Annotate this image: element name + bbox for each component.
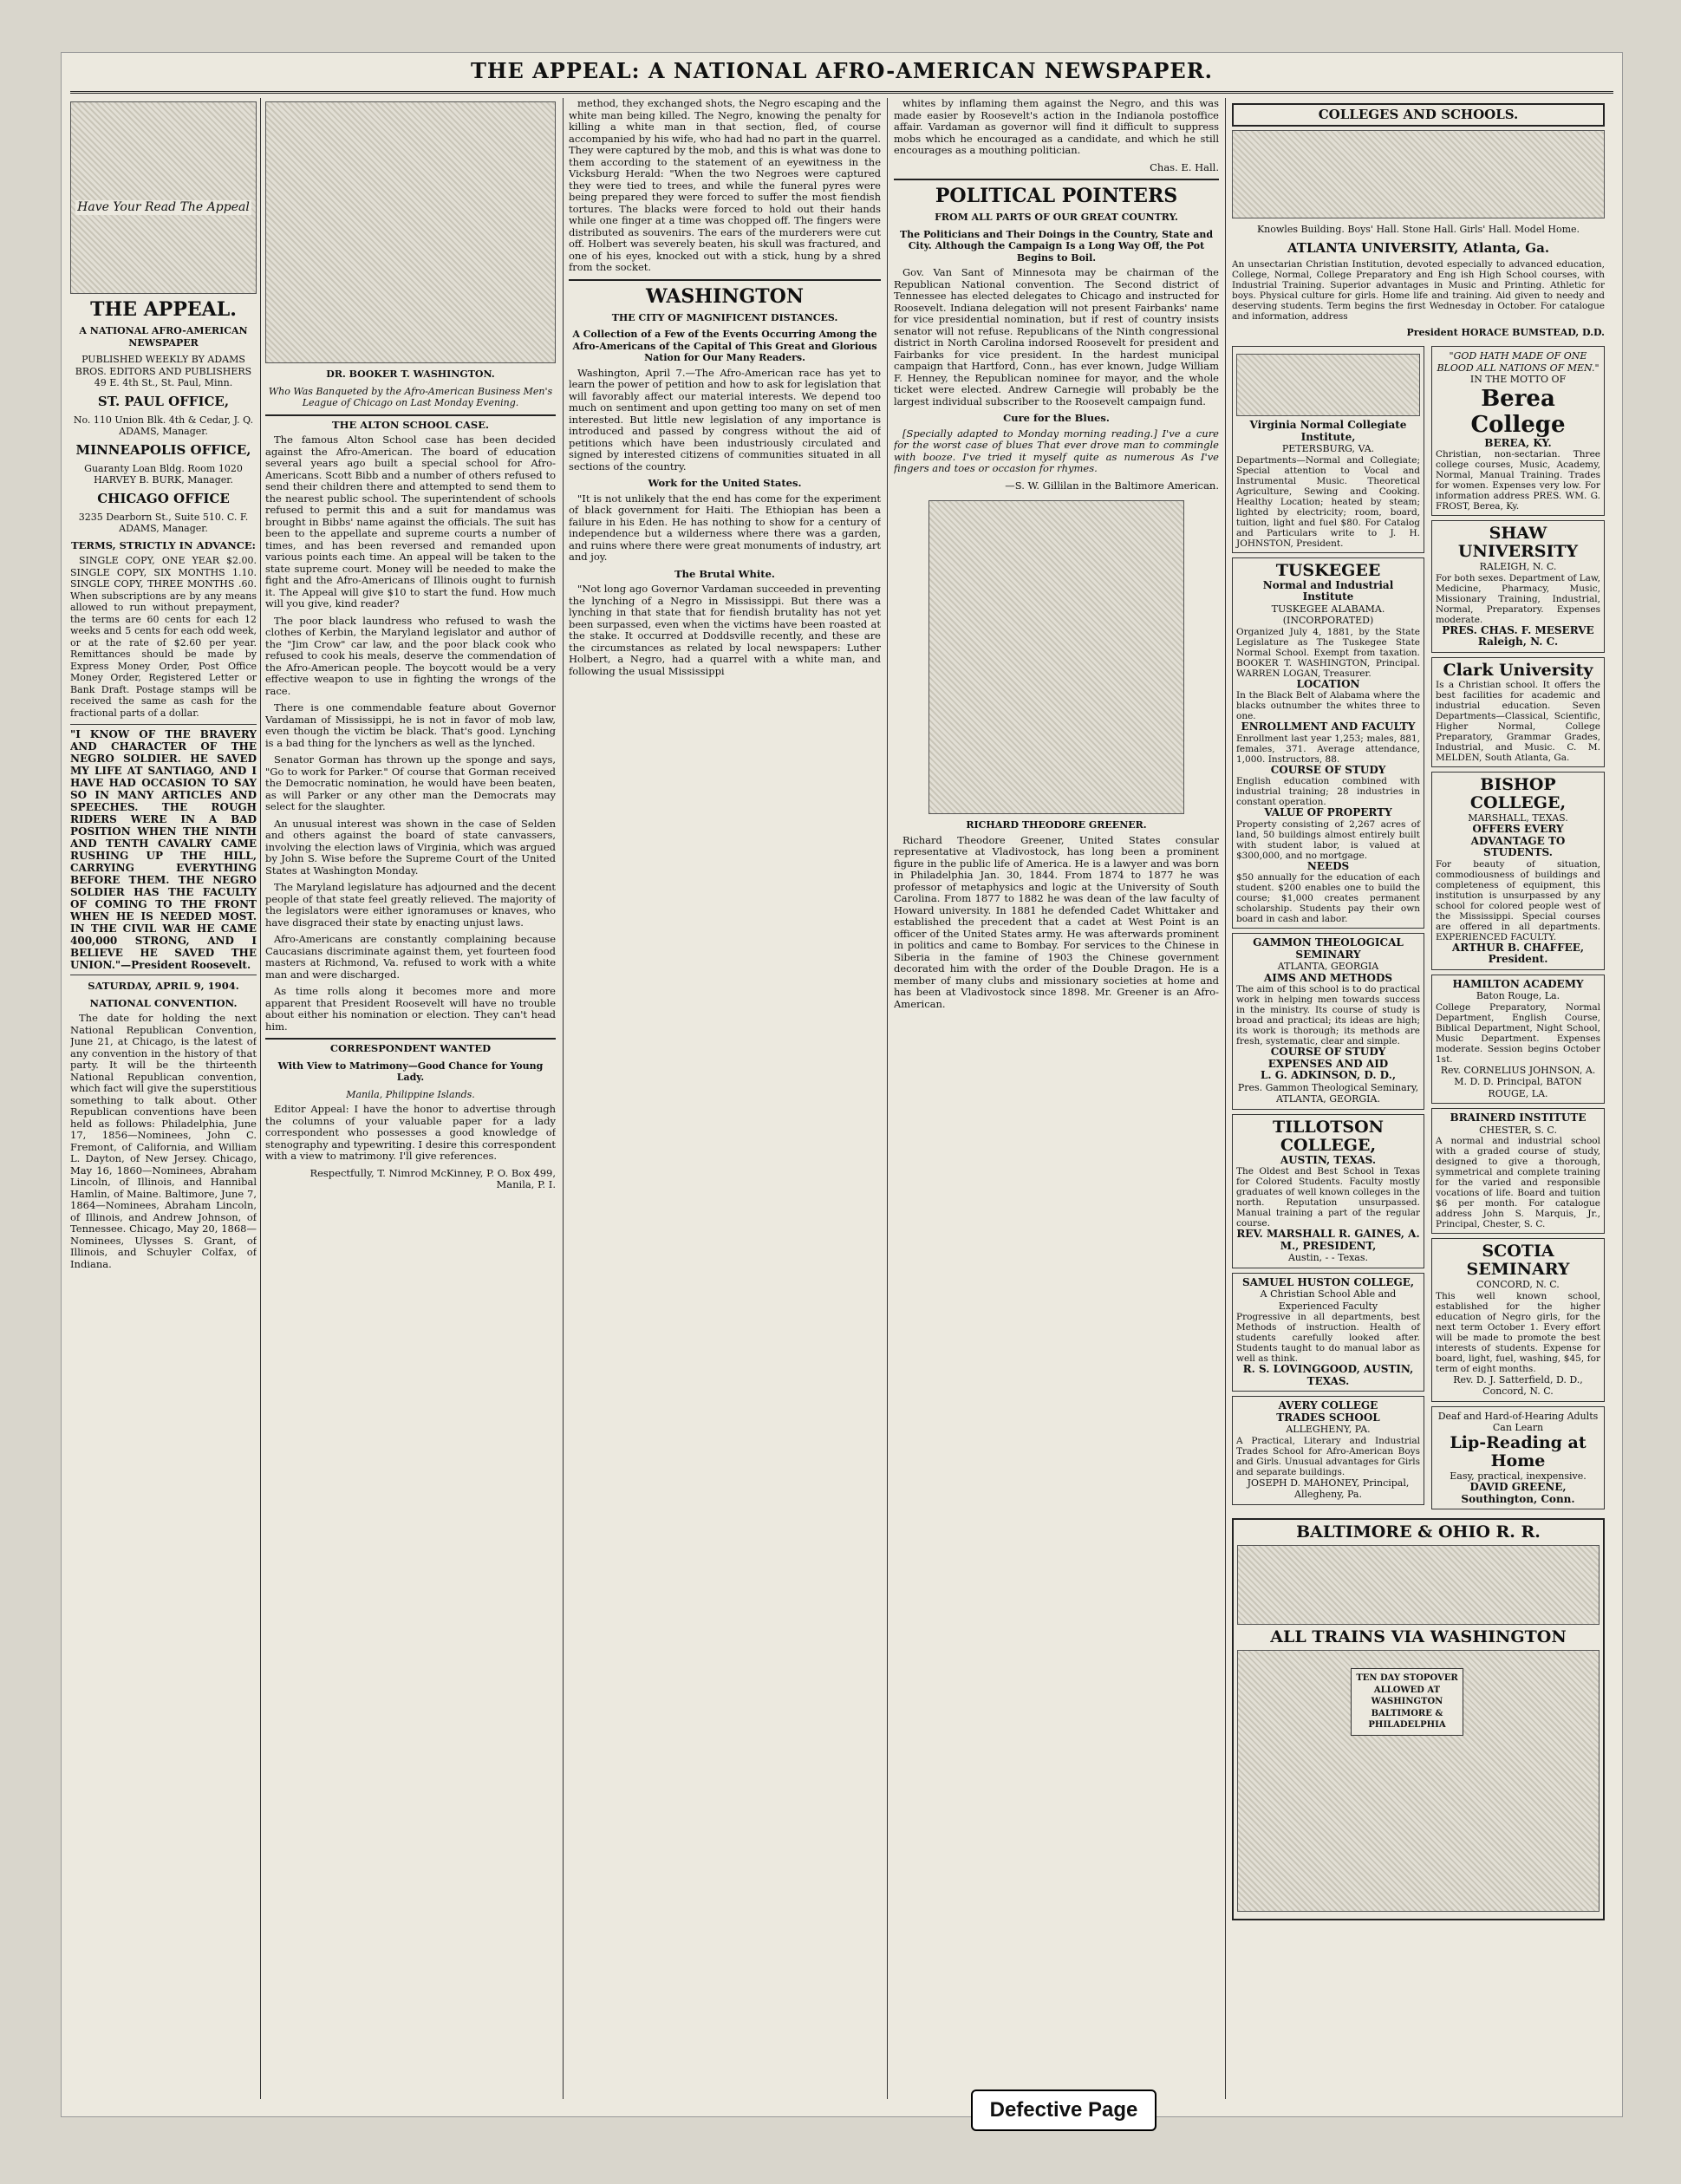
berea-motto: "GOD HATH MADE OF ONE BLOOD ALL NATIONS OF MEN." xyxy=(1437,350,1600,374)
correspondent-body: Editor Appeal: I have the honor to advertise through the columns of your valuable paper for a lady correspondent who possesses a good knowledge of stenography and typewriting. I desire this correspondent with a view to matrimony. I'll give references. xyxy=(265,1103,556,1162)
shaw-title: SHAW UNIVERSITY xyxy=(1457,524,1579,561)
avery-subtitle: TRADES SCHOOL xyxy=(1276,1411,1380,1424)
gammon-expenses: EXPENSES AND AID xyxy=(1267,1057,1389,1070)
political-pointers-subheading: FROM ALL PARTS OF OUR GREAT COUNTRY. xyxy=(935,212,1178,223)
bishop-signature: ARTHUR B. CHAFFEE, President. xyxy=(1451,941,1585,965)
lip-reading-ad xyxy=(1431,1406,1605,1510)
huston-signature: R. S. LOVINGGOOD, AUSTIN, TEXAS. xyxy=(1242,1363,1414,1387)
gammon-body: The aim of this school is to do practical work in helping men towards success in the ministry. Its course of study is broad and practical; its ideas are high; its work is thorough; its methods are fresh, systematic, clear and simple. xyxy=(1236,984,1420,1046)
needs-body: $50 annually for the education of each student. $200 enables one to build the course; $1,000 creates permanent scholarship. Students pay their own board in cash and labor. xyxy=(1236,872,1420,924)
bishop-body: For beauty of situation, commodiousness of buildings and completeness of equipment, this institution is unsurpassed by any school for colored people west of the Mississippi. Special courses are offered in all departments. EXPERIENCED FACULTY. xyxy=(1436,858,1600,942)
hamilton-ad xyxy=(1431,975,1605,1105)
chicago-body: 3235 Dearborn St., Suite 510. C. F. ADAMS, Manager. xyxy=(78,511,249,534)
stpaul-body: No. 110 Union Blk. 4th & Cedar, J. Q. ADAMS, Manager. xyxy=(73,414,254,437)
atlanta-caption: Knowles Building. Boys' Hall. Stone Hall. Girls' Hall. Model Home. xyxy=(1256,224,1580,235)
virginia-case-item: An unusual interest was shown in the case of Selden and others against the board of state canvassers, involving the election laws of Virginia, which was argued by John S. Wise before the Supreme Court of the United States at Washington Monday. xyxy=(265,817,556,877)
gammon-signature-2: Pres. Gammon Theological Seminary, ATLANTA, GEORGIA. xyxy=(1237,1081,1419,1105)
convention-heading: NATIONAL CONVENTION. xyxy=(89,996,238,1009)
political-pointers-deck: The Politicians and Their Doings in the Country, State and City. Although the Campaign Is a Long Way Off, the Pot Begins to Boil. xyxy=(899,228,1214,264)
right-ad-column xyxy=(1431,342,1605,1514)
avery-ad xyxy=(1232,1396,1424,1505)
bishop-title: BISHOP COLLEGE, xyxy=(1469,774,1567,812)
publisher-line: PUBLISHED WEEKLY BY ADAMS BROS. EDITORS AND PUBLISHERS 49 E. 4th St., St. Paul, Minn. xyxy=(75,354,252,388)
berea-motto-2: IN THE MOTTO OF xyxy=(1469,374,1567,385)
tuskegee-inc: (INCORPORATED) xyxy=(1282,615,1374,626)
correspondent-place: Manila, Philippine Islands. xyxy=(346,1088,475,1100)
column-2 xyxy=(265,98,556,2099)
convention-body: The date for holding the next National Republican Convention, June 21, at Chicago, is the latest of any convention in the history of that party. It will be the thirteenth National Republican convention, which fact will give the superstitious something to talk about. Other Republican conventions have been held as follows: Philadelphia, June 17, 1856—Nominees, John C. Fremont, of California, and William L. Dayton, of New Jersey. Chicago, May 16, 1860—Nominees, Abraham Lincoln, of Illinois, and Hannibal Hamlin, of Maine. Baltimore, June 7, 1864—Nominees, Abraham Lincoln, of Illinois, and Andrew Johnson, of Tennessee. Chicago, May 20, 1868—Nominees, Ulysses S. Grant, of Illinois, and Schuyler Colfax, of Indiana. xyxy=(70,1012,257,1270)
shaw-place: RALEIGH, N. C. xyxy=(1479,561,1557,572)
brainerd-title: BRAINERD INSTITUTE xyxy=(1450,1112,1587,1124)
berea-place: BEREA, KY. xyxy=(1484,436,1552,449)
cure-body: [Specially adapted to Monday morning reading.] I've a cure for the worst case of blues That ever drove man to commingle with booze. I've tried it myself quite as numerous As I've fingers and toes or occasion for rhymes. xyxy=(894,427,1219,474)
logo-text: Have Your Read The Appeal xyxy=(77,199,250,214)
lip-body: Easy, practical, inexpensive. xyxy=(1450,1470,1587,1482)
lip-signature: DAVID GREENE, Southington, Conn. xyxy=(1461,1481,1575,1505)
appeal-logo-illustration xyxy=(70,101,257,294)
roosevelt-item: As time rolls along it becomes more and more apparent that President Roosevelt will have no trouble about either his nomination or election. They can't head him. xyxy=(265,985,556,1033)
paper-subtitle: A NATIONAL AFRO-AMERICAN NEWSPAPER xyxy=(79,325,248,349)
correspondent-signature: Respectfully, T. Nimrod McKinney, P. O. Box 499, Manila, P. I. xyxy=(309,1166,556,1190)
work-body: "It is not unlikely that the end has come for the experiment of black government for Haiti. The Ethiopian has been a failure in his Eden. He has nothing to show for a century of independence but a wilderness where there was a garden, and ruins where there were great monuments of industry, art and joy. xyxy=(569,492,881,563)
tillotson-place: AUSTIN, TEXAS. xyxy=(1280,1153,1377,1166)
clark-ad xyxy=(1431,657,1605,767)
shaw-ad xyxy=(1431,520,1605,653)
column-rule xyxy=(887,98,888,2099)
tuskegee-place: TUSKEGEE ALABAMA. xyxy=(1271,603,1385,615)
booker-washington-portrait xyxy=(265,101,556,363)
minneapolis-heading: MINNEAPOLIS OFFICE, xyxy=(75,441,251,458)
masthead: THE APPEAL: A NATIONAL AFRO-AMERICAN NEWSPAPER. xyxy=(470,58,1213,83)
column-4 xyxy=(894,98,1219,2099)
defective-page-stamp: Defective Page xyxy=(971,2089,1157,2131)
colleges-heading: COLLEGES AND SCHOOLS. xyxy=(1232,103,1605,127)
tillotson-signature: REV. MARSHALL R. GAINES, A. M., PRESIDENT, xyxy=(1236,1228,1420,1252)
value-heading: VALUE OF PROPERTY xyxy=(1264,806,1392,818)
masthead-rule xyxy=(70,91,1613,94)
virginia-body: Departments—Normal and Collegiate; Special attention to Vocal and Instrumental Music. Theoretical Agriculture, Sewing and Cooking. Healthy Location; heated by steam; lighted by electricity; room, board, tuition, light and fuel $80. For Catalog and Particulars write to J. H. JOHNSTON, President. xyxy=(1236,454,1420,549)
gammon-ad xyxy=(1232,933,1424,1110)
huston-body: Progressive in all departments, best Methods of instruction. Health of students carefully looked after. Students taught to do manual labor as well as think. xyxy=(1236,1312,1420,1364)
lip-top: Deaf and Hard-of-Hearing Adults Can Learn xyxy=(1437,1410,1599,1433)
work-heading: Work for the United States. xyxy=(648,477,802,489)
gammon-place: ATLANTA, GEORGIA xyxy=(1277,961,1379,972)
brutal-body: "Not long ago Governor Vardaman succeeded in preventing the lynching of a Negro in Mississippi. But there was a lynching in that state that for fiendish brutality has not yet been surpassed, even when the victims have been roasted at the stake. It occurred at Doddsville recently, and these are the circumstances as related by local newspapers: Luther Holbert, a Negro, had a quarrel with a white man, and following the usual Mississippi xyxy=(569,583,881,677)
paper-title: THE APPEAL. xyxy=(90,298,237,321)
bo-map-illustration xyxy=(1237,1545,1600,1625)
gammon-title: GAMMON THEOLOGICAL SEMINARY xyxy=(1253,936,1404,961)
washington-heading: WASHINGTON xyxy=(569,279,881,307)
gammon-aims: AIMS AND METHODS xyxy=(1263,971,1393,984)
gammon-signature: L. G. ADKINSON, D. D., xyxy=(1260,1069,1397,1081)
portrait-caption: Who Was Banqueted by the Afro-American Business Men's League of Chicago on Last Monday Evening. xyxy=(268,385,553,408)
scotia-ad xyxy=(1431,1238,1605,1402)
column-rule xyxy=(260,98,261,2099)
column-3 xyxy=(569,98,881,2099)
greener-body: Richard Theodore Greener, United States consular representative at Vladivostock, has long been a prominent figure in the public life of America. He is a lawyer and was born in Philadelphia Jan. 30, 1844. From 1874 to 1877 he was professor of metaphysics and logic at the University of South Carolina. From 1877 to 1882 he was dean of the law faculty of Howard university. In 1881 he defended Cadet Whittaker and established the precedent that a cadet at West Point is an officer of the United States army. He was afterwards prominent in politics and came to Bombay. For services to the Chinese in Siberia in the famine of 1903 the Chinese government decorated him with the order of the Double Dragon. He is a member of many clubs and missionary societies at home and has been at Vladivostock since 1898. Mr. Greener is an Afro-American. xyxy=(894,833,1219,1010)
location-body: In the Black Belt of Alabama where the blacks outnumber the whites three to one. xyxy=(1236,690,1420,721)
brainerd-ad xyxy=(1431,1108,1605,1234)
greener-caption: RICHARD THEODORE GREENER. xyxy=(966,819,1147,831)
atlanta-signature: President HORACE BUMSTEAD, D.D. xyxy=(1406,326,1605,338)
greener-portrait xyxy=(928,500,1184,814)
study-body: English education combined with industrial training; 28 industries in constant operation. xyxy=(1236,776,1420,807)
issue-date: SATURDAY, APRIL 9, 1904. xyxy=(88,980,239,992)
huston-subtitle: A Christian School Able and Experienced Faculty xyxy=(1260,1288,1397,1312)
needs-heading: NEEDS xyxy=(1306,859,1350,872)
atlanta-university-illustration xyxy=(1232,130,1605,218)
column-5 xyxy=(1232,98,1605,2099)
enrollment-body: Enrollment last year 1,253; males, 881, females, 371. Average attendance, 1,000. Instructors, 88. xyxy=(1236,733,1420,765)
bo-stopover-sign: TEN DAY STOPOVER ALLOWED AT WASHINGTON BALTIMORE & PHILADELPHIA xyxy=(1351,1668,1463,1736)
tuskegee-title: TUSKEGEE xyxy=(1275,560,1381,580)
study-heading: COURSE OF STUDY xyxy=(1270,763,1386,776)
hamilton-place: Baton Rouge, La. xyxy=(1476,990,1560,1001)
atlanta-title: ATLANTA UNIVERSITY, Atlanta, Ga. xyxy=(1287,239,1550,256)
virginia-place: PETERSBURG, VA. xyxy=(1281,443,1375,454)
avery-title: AVERY COLLEGE xyxy=(1278,1399,1378,1411)
clark-title: Clark University xyxy=(1443,660,1593,680)
scotia-title: SCOTIA SEMINARY xyxy=(1466,1242,1570,1279)
berea-body: Christian, non-sectarian. Three college courses, Music, Academy, Normal, Manual Training. Trades for women. Expenses very low. For information address PRES. WM. G. FROST, Berea, Ky. xyxy=(1436,449,1600,512)
afro-americans-item: Afro-Americans are constantly complaining because Caucasians discriminate against them, yet fourteen food masters at Richmond, Va. refused to work with a white man and were discharged. xyxy=(265,933,556,981)
gorman-item: Senator Gorman has thrown up the sponge and says, "Go to work for Parker." Of course that Gorman received the Democratic nomination, he would have been beaten, as will Parker or any other man the Democrats may select for the slaughter. xyxy=(265,753,556,812)
huston-ad xyxy=(1232,1273,1424,1392)
berea-ad xyxy=(1431,346,1605,516)
brainerd-body: A normal and industrial school with a graded course of study, designed to give a thorough, symmetrical and complete training for the varied and responsible vocations of life. Board and tuition $6 per month. For catalogue address John S. Marquis, Jr., Principal, Chester, S. C. xyxy=(1436,1136,1600,1229)
scotia-body: This well known school, established for the higher education of Negro girls, for the next term October 1. Every effort will be made to promote the best interests of students. Expense for board, light, fuel, washing, $45, for term of eight months. xyxy=(1436,1290,1600,1374)
alton-body: The famous Alton School case has been decided against the Afro-American. The board of education several years ago built a special school for Afro-Americans. Scott Bibb and a number of others refused to send their children there and attempted to send them to the nearest public school. The superintendent of schools refused to permit this and a suit for mandamus was brought in Bibbs' name against the officials. The suit has been to the appellate and supreme courts a number of times, and has been reversed and remanded upon various points each time. An appeal will be taken to the state supreme court. Money will be needed to make the fight and the Afro-Americans of Illinois ought to furnish it. The Appeal will give $10 to start the fund. How much will you give, kind reader? xyxy=(265,434,556,610)
scotia-signature: Rev. D. J. Satterfield, D. D., Concord, N. C. xyxy=(1453,1373,1583,1397)
berea-title: Berea College xyxy=(1470,385,1566,438)
bo-travelers-illustration xyxy=(1237,1650,1600,1912)
lynching-continued: method, they exchanged shots, the Negro escaping and the white man being killed. The Negro, knowing the penalty for killing a white man in that section, fled, of course accompanied by his wife, who had had no part in the quarrel. They were captured by the mob, and this is what was done to them according to the statement of an eyewitness in the Vicksburg Herald: "When the two Negroes were captured they were tied to trees, and while the funeral pyres were being prepared they were forced to suffer the most fiendish tortures. The blacks were forced to hold out their hands while one finger at a time was chopped off. The fingers were distributed as souvenirs. The ears of the murderers were cut off. Holbert was severely beaten, his skull was fractured, and one of his eyes, knocked out with a stick, hung by a shred from the socket. xyxy=(569,98,881,273)
brainerd-place: CHESTER, S. C. xyxy=(1479,1124,1557,1136)
tillotson-signature-2: Austin, - - Texas. xyxy=(1287,1252,1368,1263)
bishop-place: MARSHALL, TEXAS. xyxy=(1468,812,1568,824)
correspondent-heading: CORRESPONDENT WANTED xyxy=(265,1038,556,1055)
vardaman-item: There is one commendable feature about Governor Vardaman of Mississippi, he is not in favor of mob law, even though the victim be black. That's good. Lynching is a bad thing for the lynchers as well as the lynched. xyxy=(265,701,556,749)
tuskegee-body: Organized July 4, 1881, by the State Legislature as The Tuskegee State Normal School. Exempt from taxation. BOOKER T. WASHINGTON, Principal. WARREN LOGAN, Treasurer. xyxy=(1236,626,1420,679)
left-ad-column xyxy=(1232,342,1424,1514)
political-pointers-heading: POLITICAL POINTERS xyxy=(894,179,1219,206)
tillotson-ad xyxy=(1232,1114,1424,1268)
washington-subheading: THE CITY OF MAGNIFICENT DISTANCES. xyxy=(611,311,838,323)
hamilton-title: HAMILTON ACADEMY xyxy=(1452,977,1584,990)
gammon-course: COURSE OF STUDY xyxy=(1270,1046,1386,1058)
bo-subtitle: ALL TRAINS VIA WASHINGTON xyxy=(1270,1627,1567,1646)
cure-heading: Cure for the Blues. xyxy=(1003,412,1110,424)
enrollment-heading: ENROLLMENT AND FACULTY xyxy=(1241,720,1416,733)
washington-body: Washington, April 7.—The Afro-American race has yet to learn the power of petition and how to ask for legislation that will favorably affect our material interests. We depend too much on sentiment and upon getting too many on set of men interested. But little new legislation of any importance is introduced and passed by congress without the aid of petitions which have been industriously circulated and signed by interested citizens of communities situated in all sections of the country. xyxy=(569,366,881,473)
tuskegee-ad xyxy=(1232,557,1424,929)
newspaper-page xyxy=(61,52,1623,2117)
shaw-signature: PRES. CHAS. F. MESERVE Raleigh, N. C. xyxy=(1442,623,1594,648)
hamilton-signature: Rev. CORNELIUS JOHNSON, A. M. D. D. Principal, BATON ROUGE, LA. xyxy=(1440,1064,1596,1099)
avery-body: A Practical, Literary and Industrial Trades School for Afro-American Boys and Girls. Unusual advantages for Girls and separate buildings. xyxy=(1236,1435,1420,1477)
tillotson-body: The Oldest and Best School in Texas for Colored Students. Faculty mostly graduates of well known colleges in the north. Reputation unsurpassed. Manual training a part of the regular course. xyxy=(1236,1166,1420,1229)
terms-heading: TERMS, STRICTLY IN ADVANCE: xyxy=(71,538,256,551)
bo-title: BALTIMORE & OHIO R. R. xyxy=(1296,1522,1541,1542)
clark-body: Is a Christian school. It offers the best facilities for academic and industrial education. Seven Departments—Classical, Scientific, Higher Normal, College Preparatory, Grammar Grades, Industrial, and Music. C. M. MELDEN, South Atlanta, Ga. xyxy=(1436,679,1600,763)
avery-signature: JOSEPH D. MAHONEY, Principal, Allegheny, Pa. xyxy=(1247,1477,1410,1500)
avery-place: ALLEGHENY, PA. xyxy=(1286,1424,1371,1435)
terms-body: SINGLE COPY, ONE YEAR $2.00. SINGLE COPY, SIX MONTHS 1.10. SINGLE COPY, THREE MONTHS .60. When subscriptions are by any means allowed to run without prepayment, the terms are 60 cents for each 12 weeks and 5 cents for each odd week, or at the rate of $2.60 per year. Remittances should be made by Express Money Order, Post Office Money Order, Registered Letter or Bank Draft. Postage stamps will be received the same as cash for the fractional parts of a dollar. xyxy=(70,555,257,719)
column-rule xyxy=(1225,98,1226,2099)
cure-signature: —S. W. Gillilan in the Baltimore American. xyxy=(1005,479,1219,492)
value-body: Property consisting of 2,267 acres of land, 50 buildings almost entirely built with student labor, is valued at $300,000, and no mortgage. xyxy=(1236,818,1420,861)
alton-heading: THE ALTON SCHOOL CASE. xyxy=(265,414,556,432)
roosevelt-quote: "I KNOW OF THE BRAVERY AND CHARACTER OF THE NEGRO SOLDIER. HE SAVED MY LIFE AT SANTIAGO, AND I HAVE HAD OCCASION TO SAY SO IN MANY ARTICLES AND SPEECHES. THE ROUGH RIDERS WERE IN A BAD POSITION WHEN THE NINTH AND TENTH CAVALRY CAME RUSHING UP THE HILL, CARRYING EVERYTHING BEFORE THEM. THE NEGRO SOLDIER HAS THE FACULTY OF COMING TO THE FRONT WHEN HE IS NEEDED MOST. IN THE CIVIL WAR HE CAME 400,000 STRONG, AND I BELIEVE HE SAVED THE UNION."—President Roosevelt. xyxy=(70,724,257,975)
tuskegee-subtitle: Normal and Industrial Institute xyxy=(1262,578,1394,603)
minneapolis-body: Guaranty Loan Bldg. Room 1020 HARVEY B. BURK, Manager. xyxy=(84,462,243,486)
portrait-caption-name: DR. BOOKER T. WASHINGTON. xyxy=(326,368,495,380)
virginia-illustration xyxy=(1236,354,1420,416)
hall-signature: Chas. E. Hall. xyxy=(1150,160,1219,173)
baltimore-ohio-ad xyxy=(1232,1518,1605,1920)
chicago-heading: CHICAGO OFFICE xyxy=(97,490,230,506)
location-heading: LOCATION xyxy=(1296,677,1360,690)
scotia-place: CONCORD, N. C. xyxy=(1476,1279,1560,1290)
hamilton-body: College Preparatory, Normal Department, English Course, Biblical Department, Night School, Music Department. Expenses moderate. Session begins October 1st. xyxy=(1436,1001,1600,1065)
washington-deck: A Collection of a Few of the Events Occurring Among the Afro-Americans of the Capital of This Great and Glorious Nation for Our Many Readers. xyxy=(572,329,877,363)
laundress-item: The poor black laundress who refused to wash the clothes of Kerbin, the Maryland legislator and author of the "Jim Crow" car law, and the poor black cook who refused to cook his meals, deserve the commendation of the Afro-American people. The boycott would be a very effective weapon to use in fighting the wrongs of the race. xyxy=(265,614,556,697)
tillotson-title: TILLOTSON COLLEGE, xyxy=(1272,1117,1385,1155)
political-pointers-body: Gov. Van Sant of Minnesota may be chairman of the Republican National convention. The Second district of Tennessee has elected delegates to Chicago and instructed for Roosevelt. Indiana delegation will not present Fairbanks' name for vice presidential nomination, but if rest of country insists senator will not refuse. Republicans of the Ninth congressional district in North Carolina indorsed Roosevelt for president and Fairbanks for vice president. In the hardest municipal campaign that Hartford, Conn., has ever known, Judge William F. Henney, the Republican nominee for mayor, and the whole ticket were elected. Andrew Carnegie will probably be the largest individual subscriber to the Roosevelt campaign fund. xyxy=(894,266,1219,407)
huston-title: SAMUEL HUSTON COLLEGE, xyxy=(1241,1275,1415,1288)
column-rule xyxy=(563,98,564,2099)
vardaman-continued: whites by inflaming them against the Negro, and this was made easier by Roosevelt's action in the Indianola postoffice affair. Vardaman as governor will find it difficult to suppress mobs which he encouraged as a candidate, and which he still encourages as a mouthing politician. xyxy=(894,98,1219,156)
bishop-subtitle: OFFERS EVERY ADVANTAGE TO STUDENTS. xyxy=(1470,823,1566,858)
maryland-item: The Maryland legislature has adjourned and the decent people of that state feel greatly relieved. The majority of the legislators were either ignoramuses or knaves, who have disgraced their state by enacting unjust laws. xyxy=(265,881,556,929)
virginia-title: Virginia Normal Collegiate Institute, xyxy=(1249,419,1407,443)
correspondent-subheading: With View to Matrimony—Good Chance for Young Lady. xyxy=(277,1059,544,1083)
shaw-body: For both sexes. Department of Law, Medicine, Pharmacy, Music, Missionary Training, Industrial, Normal, Preparatory. Expenses moderate. xyxy=(1436,572,1600,625)
column-1 xyxy=(70,98,257,2099)
bishop-ad xyxy=(1431,772,1605,970)
brutal-heading: The Brutal White. xyxy=(674,567,775,580)
lip-title: Lip-Reading at Home xyxy=(1450,1432,1587,1470)
virginia-normal-ad xyxy=(1232,346,1424,553)
atlanta-body: An unsectarian Christian Institution, devoted especially to advanced education, College, Normal, College Preparatory and Eng ish High School courses, with Industrial Training. Superior advantages in Music and Printing. Athletic for boys. Physical culture for girls. Home life and training. Aid given to needy and deserving students. Term begins the first Wednesday in October. For catalogue and information, address xyxy=(1232,258,1605,322)
stpaul-heading: ST. PAUL OFFICE, xyxy=(97,393,230,409)
